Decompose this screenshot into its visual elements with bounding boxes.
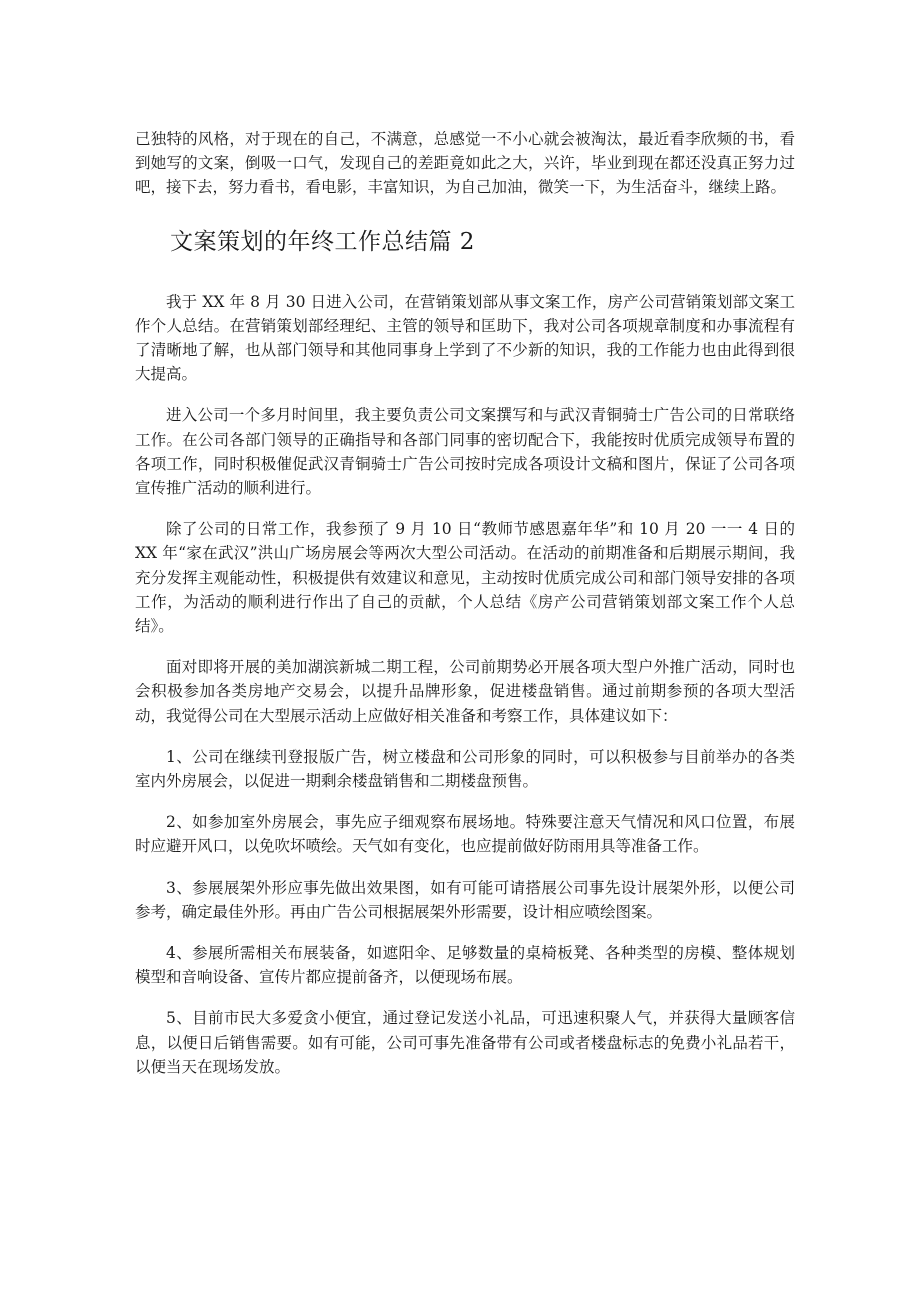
- suggestion-item-5: 5、目前市民大多爱贪小便宜，通过登记发送小礼品，可迅速积聚人气，并获得大量顾客信息，以便日后销售需要。如有可能，公司可事先准备带有公司或者楼盘标志的免费小礼品若干，以便当天在现场发放。: [135, 1009, 795, 1076]
- suggestion-item-1: 1、公司在继续刊登报版广告，树立楼盘和公司形象的同时，可以积极参与目前举办的各类室内外房展会，以促进一期剩余楼盘销售和二期楼盘预售。: [135, 747, 795, 791]
- suggestion-item-2: 2、如参加室外房展会，事先应子细观察布展场地。特殊要注意天气情况和风口位置，布展时应避开风口，以免吹坏喷绘。天气如有变化，也应提前做好防雨用具等准备工作。: [135, 813, 795, 856]
- intro-paragraph: 己独特的风格，对于现在的自己，不满意，总感觉一不小心就会被淘汰，最近看李欣频的书，看到她写的文案，倒吸一口气，发现自己的差距竟如此之大，兴许，毕业到现在都还没真正努力过吧，接下去，努力看书，看电影，丰富知识，为自己加油，微笑一下，为生活奋斗，继续上路。: [135, 130, 795, 197]
- document-content: [135, 127, 795, 1079]
- section-body: [135, 290, 795, 1079]
- paragraph-activities: 除了公司的日常工作，我参预了 9 月 10 日“教师节感恩嘉年华”和 10 月 20 一一 4 日的 XX 年“家在武汉”洪山广场房展会等两次大型公司活动。在活动的前期准备和后期展示期间，我充分发挥主观能动性，积极提供有效建议和意见，主动按时优质完成公司和部门领导安排的各项工作，为活动的顺利进行作出了自己的贡献，个人总结《房产公司营销策划部文案工作个人总结》。: [135, 520, 795, 636]
- section-title: 文案策划的年终工作总结篇 2: [170, 228, 475, 255]
- paragraph-joining: 我于 XX 年 8 月 30 日进入公司，在营销策划部从事文案工作，房产公司营销策划部文案工作个人总结。在营销策划部经理纪、主管的领导和匡助下，我对公司各项规章制度和办事流程有了清晰地了解，也从部门领导和其他同事身上学到了不少新的知识，我的工作能力也由此得到很大提高。: [135, 292, 795, 384]
- paragraph-plans: 面对即将开展的美加湖滨新城二期工程，公司前期势必开展各项大型户外推广活动，同时也会积极参加各类房地产交易会，以提升品牌形象，促进楼盘销售。通过前期参预的各项大型活动，我觉得公司在大型展示活动上应做好相关准备和考察工作，具体建议如下：: [135, 658, 795, 725]
- paragraph-responsibilities: 进入公司一个多月时间里，我主要负责公司文案撰写和与武汉青铜骑士广告公司的日常联络工作。在公司各部门领导的正确指导和各部门同事的密切配合下，我能按时优质完成领导布置的各项工作，同时积极催促武汉青铜骑士广告公司按时完成各项设计文稿和图片，保证了公司各项宣传推广活动的顺利进行。: [135, 406, 795, 498]
- suggestion-item-3: 3、参展展架外形应事先做出效果图，如有可能可请搭展公司事先设计展架外形，以便公司参考，确定最佳外形。再由广告公司根据展架外形需要，设计相应喷绘图案。: [135, 878, 795, 921]
- suggestion-item-4: 4、参展所需相关布展装备，如遮阳伞、足够数量的桌椅板凳、各种类型的房模、整体规划模型和音响设备、宣传片都应提前备齐，以便现场布展。: [135, 944, 795, 987]
